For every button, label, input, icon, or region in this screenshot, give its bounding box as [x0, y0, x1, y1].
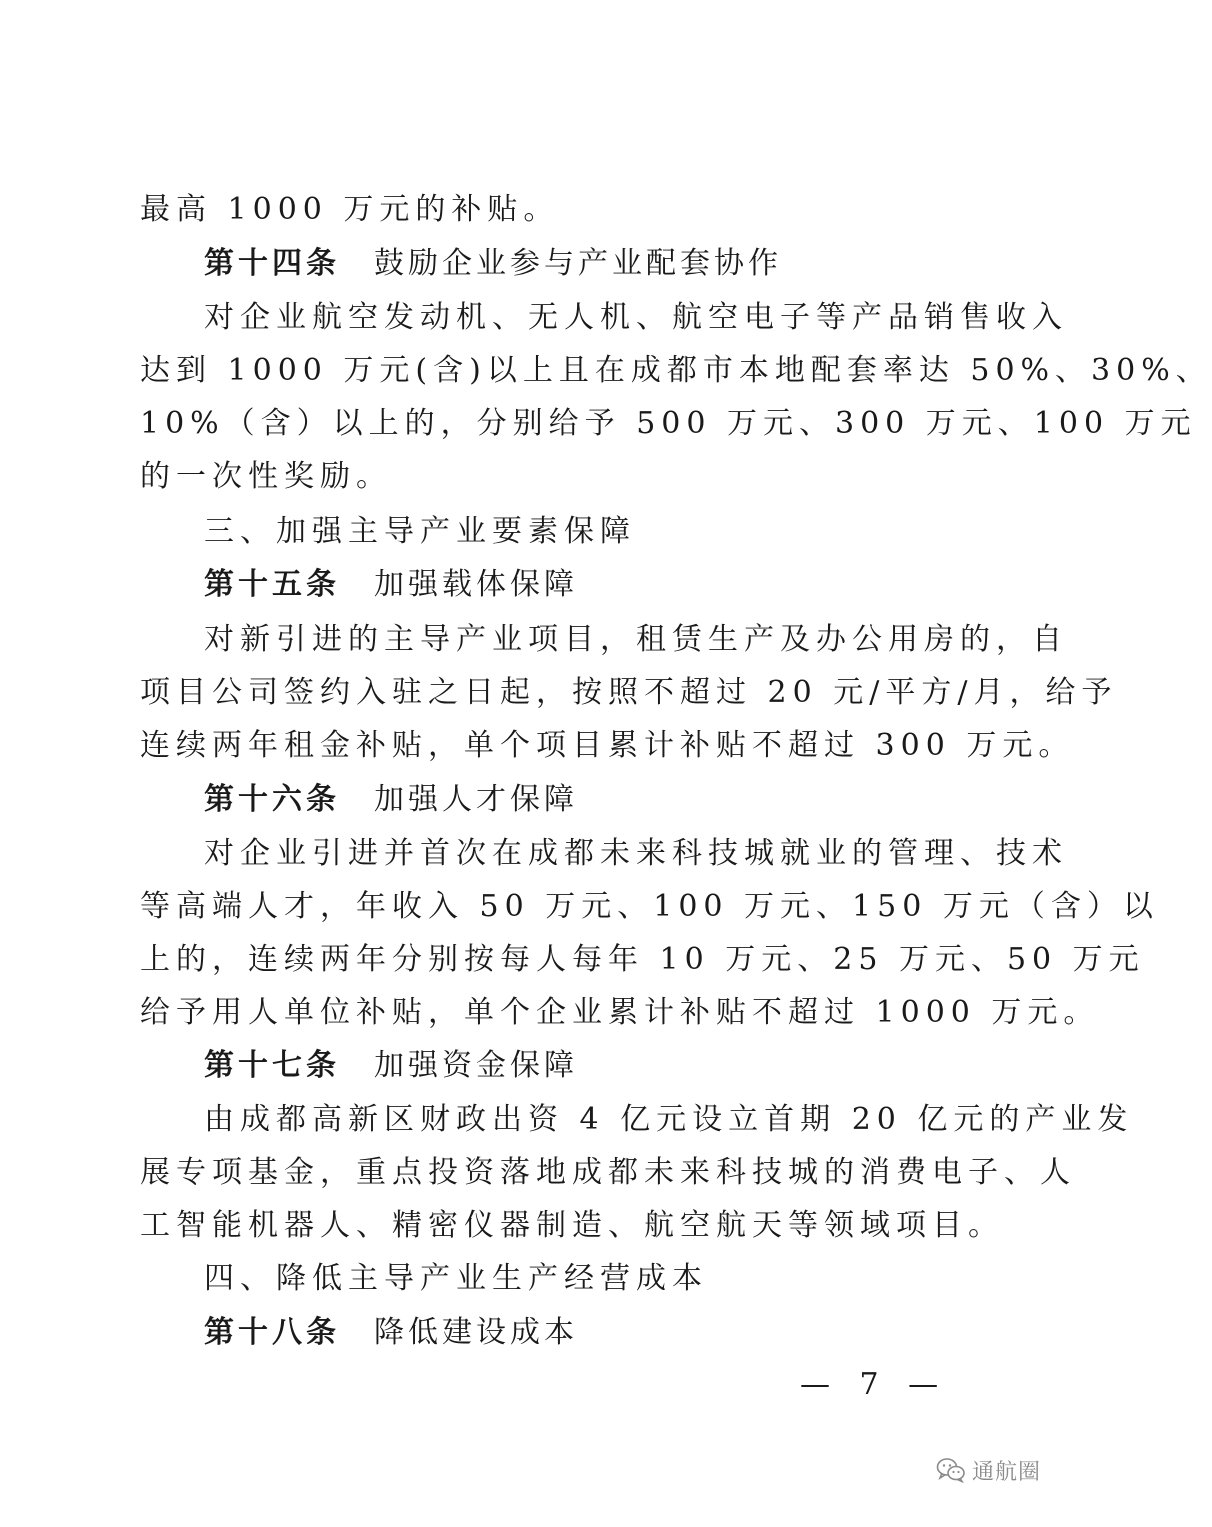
article-number: 第十八条	[204, 1315, 340, 1350]
article-title: 加强资金保障	[374, 1048, 578, 1083]
article-heading	[204, 565, 940, 605]
article-heading	[204, 1046, 940, 1086]
article-number: 第十五条	[204, 567, 340, 602]
article-heading	[204, 244, 940, 284]
body-line: 对新引进的主导产业项目，租赁生产及办公用房的，自	[204, 622, 1068, 657]
body-line: 等高端人才，年收入 50 万元、100 万元、150 万元（含）以	[140, 889, 1159, 924]
body-line: 连续两年租金补贴，单个项目累计补贴不超过 300 万元。	[140, 728, 1075, 763]
article-heading	[204, 780, 940, 820]
article-number: 第十七条	[204, 1048, 340, 1083]
body-line: 由成都高新区财政出资 4 亿元设立首期 20 亿元的产业发	[204, 1102, 1134, 1137]
body-line: 的一次性奖励。	[140, 459, 392, 494]
article-title: 降低建设成本	[374, 1315, 578, 1350]
article-number: 第十四条	[204, 246, 340, 281]
body-line: 项目公司签约入驻之日起，按照不超过 20 元/平方/月，给予	[140, 675, 1118, 710]
section-heading: 四、降低主导产业生产经营成本	[204, 1261, 708, 1296]
body-line: 10%（含）以上的，分别给予 500 万元、300 万元、100 万元	[140, 406, 1197, 441]
body-line: 给予用人单位补贴，单个企业累计补贴不超过 1000 万元。	[140, 995, 1100, 1030]
body-line: 工智能机器人、精密仪器制造、航空航天等领域项目。	[140, 1208, 1004, 1243]
article-number: 第十六条	[204, 782, 340, 817]
page-number: — 7 —	[800, 1367, 949, 1402]
body-line: 最高 1000 万元的补贴。	[140, 192, 560, 227]
body-line: 展专项基金，重点投资落地成都未来科技城的消费电子、人	[140, 1155, 1076, 1190]
article-heading	[204, 1313, 940, 1353]
article-title: 鼓励企业参与产业配套协作	[374, 246, 782, 281]
body-line: 上的，连续两年分别按每人每年 10 万元、25 万元、50 万元	[140, 942, 1145, 977]
watermark-text: 通航圈	[972, 1459, 1042, 1485]
watermark	[936, 1450, 1041, 1490]
body-line: 对企业引进并首次在成都未来科技城就业的管理、技术	[204, 836, 1068, 871]
section-heading: 三、加强主导产业要素保障	[204, 514, 636, 549]
body-line: 对企业航空发动机、无人机、航空电子等产品销售收入	[204, 300, 1068, 335]
article-title: 加强载体保障	[374, 567, 578, 602]
article-title: 加强人才保障	[374, 782, 578, 817]
body-line: 达到 1000 万元(含)以上且在成都市本地配套率达 50%、30%、	[140, 353, 1212, 388]
wechat-icon	[936, 1457, 966, 1483]
